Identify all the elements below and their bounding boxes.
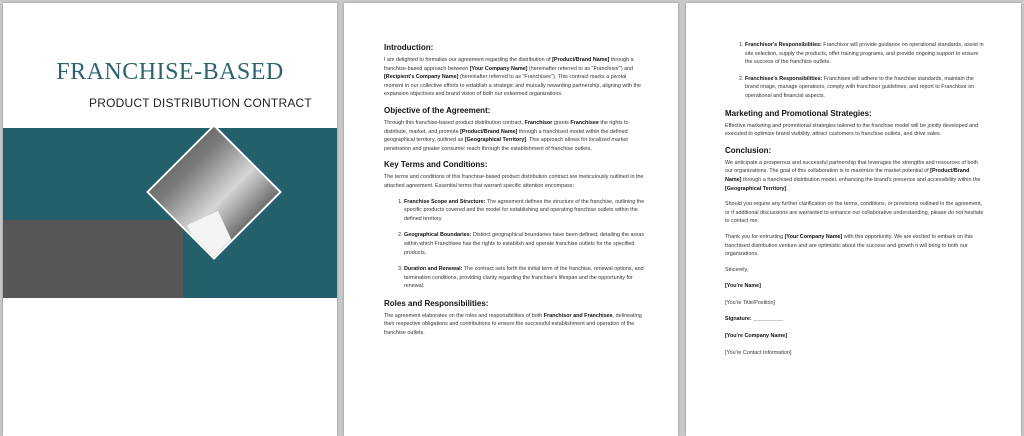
terms-paragraph: The terms and conditions of this franchise-based product distribution contract are meticulously outlined in the attached agreement. Essential terms that warrant specific attention encompass: [384, 174, 644, 189]
terms-heading: Key Terms and Conditions: [384, 160, 488, 170]
contract-page-3 [686, 3, 1021, 436]
signature-block [725, 266, 987, 358]
cover-subtitle: PRODUCT DISTRIBUTION CONTRACT [89, 96, 312, 110]
conclusion-paragraph: We anticipate a prosperous and successful partnership that leverages the strengths and resources of both our organizations. The goal of this collaboration is to maximize the market potential of [Product/Brand Name] through a franchised distribution model, enhancing the brand's presence and accessibility within the [Geographical Territory]. [725, 159, 981, 192]
conclusion-heading: Conclusion: [725, 145, 772, 155]
cover-page [3, 3, 337, 436]
sender-company: [You're Company Name] [725, 333, 787, 340]
objective-paragraph: Through this franchise-based product distribution contract, Franchisor grants Franchisee the rights to distribute, market, and promote [Product/Brand Name] through a franchised model within the defined geographical territory, outlined as [Geographical Territory]. This approach allows for localized market penetration and greater consumer reach through the establishment of franchise outlets. [384, 119, 629, 152]
list-item: 2. Franchisee's Responsibilities: Franchisee will adhere to the franchise standards, maintain the brand image, manage operations, comply with franchisor guidelines, and report to Franchisor on operational and financial aspects. [745, 75, 987, 101]
sender-name: [You're Name] [725, 283, 761, 290]
terms-list [384, 198, 646, 291]
marketing-heading: Marketing and Promotional Strategies: [725, 108, 872, 118]
sender-title: [You're Title/Position] [725, 299, 775, 306]
contract-page-2 [344, 3, 678, 436]
signature-line: Signature: __________ [725, 316, 784, 323]
intro-heading: Introduction: [384, 43, 434, 52]
sincerely: Sincerely, [725, 266, 749, 273]
clarification-paragraph: Should you require any further clarification on the terms, conditions, or provisions outlined in the agreement, or if additional discussions are warranted to enhance our collaborative understanding, please do not hesitate to contact me. [725, 201, 984, 225]
sender-contact: [You're Contact Information] [725, 349, 792, 356]
roles-heading: Roles and Responsibilities: [384, 298, 489, 308]
marketing-paragraph: Effective marketing and promotional strategies tailored to the franchise model will be jointly developed and executed to optimize brand visibility, attract customers to franchise outlets, and drive sales. [725, 122, 979, 138]
thanks-paragraph: Thank you for entrusting [Your Company Name] with this opportunity. We are excited to embark on this franchised distribution venture and are optimistic about the success and growth it will bring to both our organizations. [725, 233, 973, 258]
list-item: 1. Franchise Scope and Structure: The agreement defines the structure of the franchise, outlining the specific products covered and the model for establishing and operating franchise outlets within the defined territory. [404, 198, 646, 224]
list-item: 2. Geographical Boundaries: Distinct geographical boundaries have been defined, detailing the areas within which Franchisee has the rights to establish and operate franchise outlets for the specified products. [404, 231, 646, 257]
list-item: 3. Duration and Renewal: The contract sets forth the initial term of the franchise, renewal options, and termination conditions, providing clarity regarding the franchise's lifespan and the opportunity for renewal. [404, 265, 646, 291]
list-item: 1. Franchisor's Responsibilities: Franchisor will provide guidance on operational standards, assist in site selection, supply the products, offer training programs, and provide ongoing support to ensure the success of the franchise outlets. [745, 41, 987, 67]
cover-title: FRANCHISE-BASED [56, 59, 284, 85]
intro-paragraph: I am delighted to formalize our agreement regarding the distribution of [Product/Brand Name] through a franchise-based approach between [Your Company Name] (hereinafter referred to as "Franchisor") and [Recipient's Company Name] (hereinafter referred to as "Franchisee"). This contract marks a pivotal moment in our collective efforts to establish a strategic and mutually rewarding partnership, aligning with the expansion objectives and brand vision of both our esteemed organizations. [384, 57, 641, 98]
objective-heading: Objective of the Agreement: [384, 105, 491, 115]
responsibilities-list [725, 41, 987, 101]
roles-paragraph: The agreement elaborates on the roles and responsibilities of both Franchisor and Franchisee, delineating their respective obligations and contributions to ensure the successful establishment and operation of the franchise outlets. [384, 312, 642, 337]
